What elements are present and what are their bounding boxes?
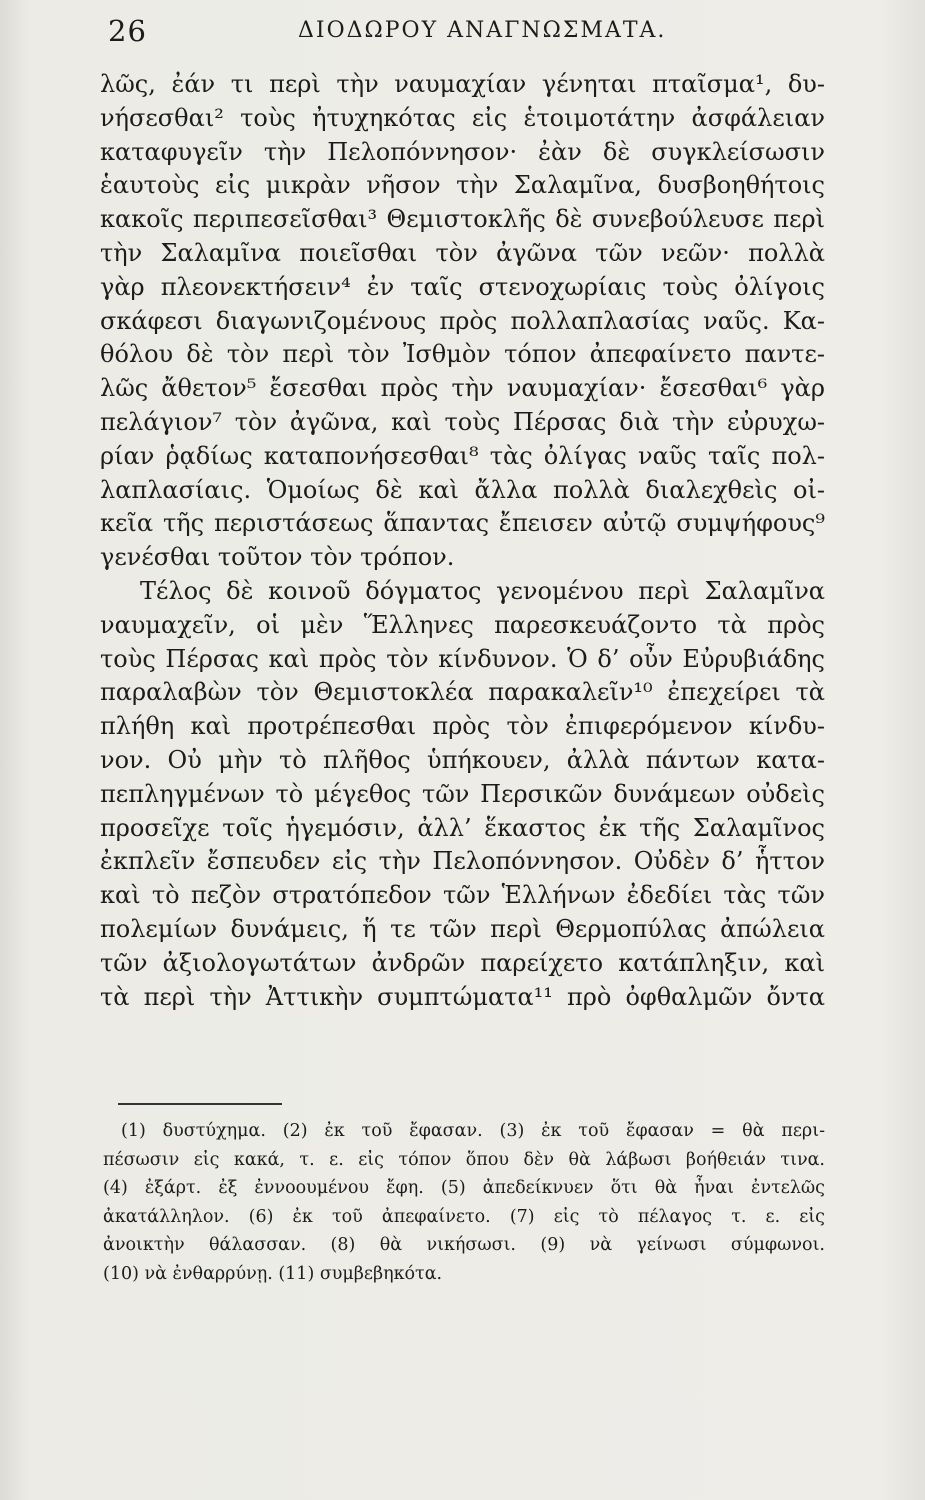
text-line: γενέσθαι τοῦτον τὸν τρόπον. (100, 543, 455, 572)
text-line: νήσεσθαι² τοὺς ἠτυχηκότας εἰς ἑτοιμοτάτην ἀσφάλειαν (100, 103, 825, 132)
footnote-line: ἀκατάλληλον. (6) ἐκ τοῦ ἀπεφαίνετο. (7) εἰς τὸ πέλαγος τ. ε. εἰς (103, 1206, 825, 1227)
text-line: τῶν ἀξιολογωτάτων ἀνδρῶν παρείχετο κατάπληξιν, καὶ (100, 948, 825, 977)
text-line: θόλου δὲ τὸν περὶ τὸν Ἰσθμὸν τόπον ἀπεφαίνετο παντε- (100, 340, 825, 369)
footnote-divider (118, 1103, 282, 1105)
text-line: πολεμίων δυνάμεις, ἥ τε τῶν περὶ Θερμοπύλας ἀπώλεια (100, 914, 825, 943)
text-line: τοὺς Πέρσας καὶ πρὸς τὸν κίνδυνον. Ὁ δ’ οὖν Εὐρυβιάδης (100, 644, 825, 673)
text-line: λαπλασίαις. Ὁμοίως δὲ καὶ ἄλλα πολλὰ διαλεχθεὶς οἰ- (100, 475, 825, 504)
text-line: τὰ περὶ τὴν Ἀττικὴν συμπτώματα¹¹ πρὸ ὀφθαλμῶν ὄντα (100, 982, 825, 1011)
text-line: παραλαβὼν τὸν Θεμιστοκλέα παρακαλεῖν¹⁰ ἐπεχείρει τὰ (100, 678, 825, 707)
text-line: πελάγιον⁷ τὸν ἀγῶνα, καὶ τοὺς Πέρσας διὰ τὴν εὐρυχω- (100, 407, 825, 436)
footnotes (103, 1117, 825, 1289)
page-header (108, 14, 828, 54)
text-line: καὶ τὸ πεζὸν στρατόπεδον τῶν Ἑλλήνων ἐδεδίει τὰς τῶν (100, 881, 825, 910)
text-line: ναυμαχεῖν, οἱ μὲν Ἕλληνες παρεσκευάζοντο τὰ πρὸς (100, 610, 825, 639)
text-line: ἑαυτοὺς εἰς μικρὰν νῆσον τὴν Σαλαμῖνα, δυσβοηθήτοις (100, 171, 825, 200)
text-line: πλήθη καὶ προτρέπεσθαι πρὸς τὸν ἐπιφερόμενον κίνδυ- (100, 712, 825, 741)
text-line: προσεῖχε τοῖς ἡγεμόσιν, ἀλλ’ ἕκαστος ἐκ τῆς Σαλαμῖνος (100, 813, 825, 842)
text-line: Τέλος δὲ κοινοῦ δόγματος γενομένου περὶ Σαλαμῖνα (140, 576, 825, 605)
text-line: ρίαν ῥᾳδίως καταπονήσεσθαι⁸ τὰς ὀλίγας ναῦς ταῖς πολ- (100, 441, 825, 470)
main-text (100, 68, 825, 1014)
text-line: νον. Οὐ μὴν τὸ πλῆθος ὑπήκουεν, ἀλλὰ πάντων κατα- (100, 745, 825, 774)
footnote-line: (4) ἐξάρτ. ἐξ ἐννοουμένου ἔφη. (5) ἀπεδείκνυεν ὅτι θὰ ἦναι ἐντελῶς (103, 1178, 825, 1199)
text-line: σκάφεσι διαγωνιζομένους πρὸς πολλαπλασίας ναῦς. Κα- (100, 306, 825, 335)
text-line: τὴν Σαλαμῖνα ποιεῖσθαι τὸν ἀγῶνα τῶν νεῶν· πολλὰ (100, 238, 825, 267)
text-line: ἐκπλεῖν ἔσπευδεν εἰς τὴν Πελοπόννησον. Οὐδὲν δ’ ἧττον (100, 847, 825, 876)
text-line: γὰρ πλεονεκτήσειν⁴ ἐν ταῖς στενοχωρίαις τοὺς ὀλίγοις (100, 272, 825, 301)
text-line: πεπληγμένων τὸ μέγεθος τῶν Περσικῶν δυνάμεων οὐδεὶς (100, 779, 825, 808)
text-line: κεῖα τῆς περιστάσεως ἅπαντας ἔπεισεν αὐτῷ συμψήφους⁹ (100, 509, 825, 538)
footnote-line: ἀνοικτὴν θάλασσαν. (8) θὰ νικήσωσι. (9) νὰ γείνωσι σύμφωνοι. (103, 1235, 825, 1256)
text-line: λῶς, ἐάν τι περὶ τὴν ναυμαχίαν γένηται πταῖσμα¹, δυ- (100, 70, 825, 98)
text-line: λῶς ἄθετον⁵ ἔσεσθαι πρὸς τὴν ναυμαχίαν· ἔσεσθαι⁶ γὰρ (100, 374, 825, 403)
text-line: κακοῖς περιπεσεῖσθαι³ Θεμιστοκλῆς δὲ συνεβούλευσε περὶ (100, 205, 825, 234)
running-head: ΔΙΟΔΩΡΟΥ ΑΝΑΓΝΩΣΜΑΤΑ. (298, 18, 667, 43)
footnote-line: (1) δυστύχημα. (2) ἐκ τοῦ ἔφασαν. (3) ἐκ τοῦ ἔφασαν = θὰ περι- (121, 1121, 825, 1141)
footnote-line: (10) νὰ ἐνθαρρύνῃ. (11) συμβεβηκότα. (103, 1263, 443, 1284)
page-number: 26 (108, 14, 147, 48)
text-line: καταφυγεῖν τὴν Πελοπόννησον· ἐὰν δὲ συγκλείσωσιν (100, 137, 825, 166)
footnote-line: πέσωσιν εἰς κακά, τ. ε. εἰς τόπον ὅπου δὲν θὰ λάβωσι βοήθειάν τινα. (103, 1149, 825, 1170)
